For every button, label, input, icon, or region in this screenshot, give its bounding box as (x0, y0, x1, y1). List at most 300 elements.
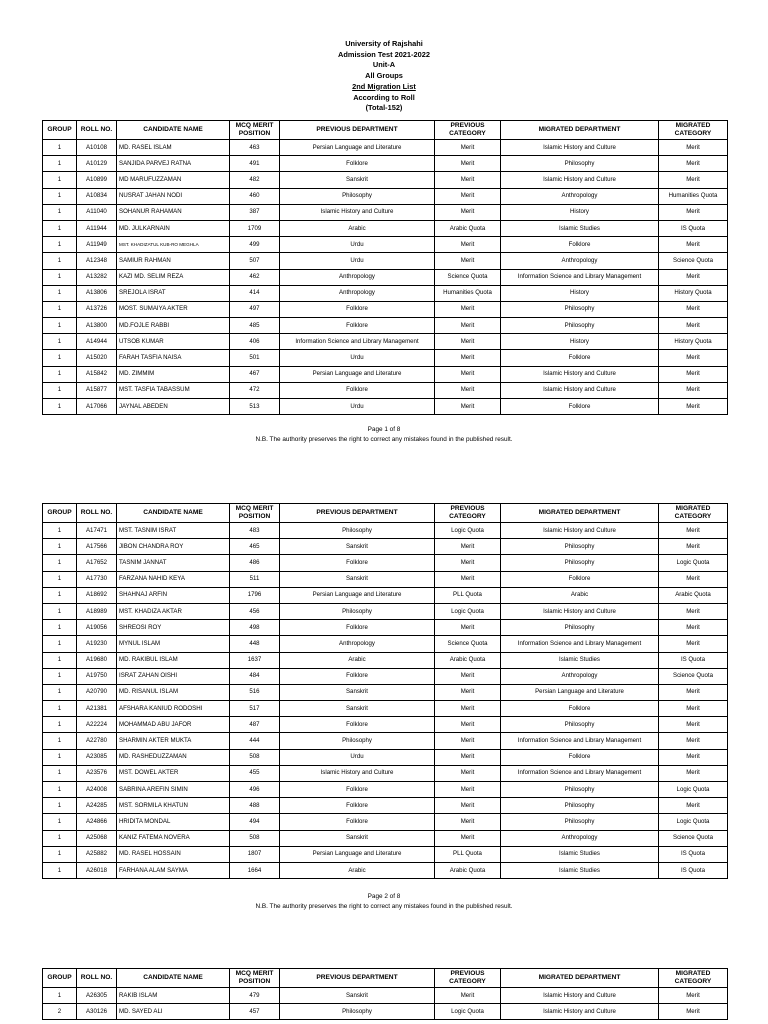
col-header-merit (230, 504, 280, 523)
cell-merit: 479 (230, 988, 280, 1004)
cell-merit: 498 (230, 620, 280, 636)
col-header-mig-dept (501, 969, 659, 988)
cell-group: 1 (43, 318, 77, 334)
cell-roll: A19680 (77, 652, 117, 668)
table-row (43, 749, 728, 765)
cell-prev-dept: Folklore (280, 555, 435, 571)
table-row (43, 366, 728, 382)
cell-merit: 483 (230, 523, 280, 539)
cell-name: MD. RASEL HOSSAIN (117, 846, 230, 862)
cell-prev-dept: Islamic History and Culture (280, 765, 435, 781)
col-header-prev-dept-text: PREVIOUS DEPARTMENT (316, 974, 398, 981)
cell-mig-cat: Merit (659, 636, 728, 652)
cell-prev-cat: Merit (435, 539, 501, 555)
cell-name: ISRAT ZAHAN OISHI (117, 668, 230, 684)
cell-mig-dept: Philosophy (501, 814, 659, 830)
cell-group: 1 (43, 733, 77, 749)
table-row (43, 571, 728, 587)
cell-merit: 406 (230, 334, 280, 350)
cell-mig-cat: Merit (659, 717, 728, 733)
cell-merit: 517 (230, 701, 280, 717)
cell-roll: A20790 (77, 684, 117, 700)
cell-mig-dept: Islamic Studies (501, 220, 659, 236)
table-row (43, 172, 728, 188)
cell-mig-cat: Merit (659, 733, 728, 749)
cell-prev-cat: Merit (435, 172, 501, 188)
cell-name: HRIDITA MONDAL (117, 814, 230, 830)
cell-prev-dept: Persian Language and Literature (280, 366, 435, 382)
cell-merit: 485 (230, 318, 280, 334)
cell-roll: A14944 (77, 334, 117, 350)
col-header-merit (230, 969, 280, 988)
cell-name: NUSRAT JAHAN NODI (117, 188, 230, 204)
col-header-prev-dept-text: PREVIOUS DEPARTMENT (316, 509, 398, 516)
cell-name: MST. SORMILA KHATUN (117, 798, 230, 814)
cell-name: MST. TASNIM ISRAT (117, 523, 230, 539)
cell-roll: A13726 (77, 301, 117, 317)
cell-prev-dept: Philosophy (280, 523, 435, 539)
cell-group: 1 (43, 765, 77, 781)
cell-group: 1 (43, 253, 77, 269)
cell-prev-dept: Islamic History and Culture (280, 204, 435, 220)
cell-prev-dept: Persian Language and Literature (280, 140, 435, 156)
table-row (43, 334, 728, 350)
table-row (43, 156, 728, 172)
cell-prev-cat: Merit (435, 668, 501, 684)
cell-group: 1 (43, 399, 77, 415)
cell-prev-cat: Merit (435, 318, 501, 334)
cell-roll: A17652 (77, 555, 117, 571)
cell-merit: 1807 (230, 846, 280, 862)
cell-prev-dept: Urdu (280, 749, 435, 765)
cell-prev-cat: Merit (435, 156, 501, 172)
cell-prev-cat: Logic Quota (435, 1004, 501, 1020)
cell-merit: 486 (230, 555, 280, 571)
cell-mig-cat: Merit (659, 1004, 728, 1020)
cell-name: SREJOLA ISRAT (117, 285, 230, 301)
cell-mig-dept: Information Science and Library Management (501, 765, 659, 781)
cell-prev-dept: Folklore (280, 798, 435, 814)
cell-mig-dept: Islamic History and Culture (501, 172, 659, 188)
cell-roll: A22224 (77, 717, 117, 733)
cell-mig-dept: Philosophy (501, 301, 659, 317)
cell-name: MD. JULKARNAIN (117, 220, 230, 236)
cell-merit: 497 (230, 301, 280, 317)
cell-merit: 455 (230, 765, 280, 781)
cell-group: 1 (43, 636, 77, 652)
cell-name: SANJIDA PARVEJ RATNA (117, 156, 230, 172)
cell-group: 1 (43, 172, 77, 188)
cell-prev-dept: Sanskrit (280, 684, 435, 700)
cell-name: MOHAMMAD ABU JAFOR (117, 717, 230, 733)
cell-mig-cat: Merit (659, 798, 728, 814)
cell-mig-cat: Humanities Quota (659, 188, 728, 204)
cell-group: 1 (43, 301, 77, 317)
test-title: Admission Test 2021-2022 (338, 49, 430, 59)
cell-roll: A13806 (77, 285, 117, 301)
table-row (43, 140, 728, 156)
cell-prev-cat: PLL Quota (435, 587, 501, 603)
cell-merit: 467 (230, 366, 280, 382)
cell-merit: 1796 (230, 587, 280, 603)
table-row (43, 814, 728, 830)
table-row (43, 765, 728, 781)
cell-mig-cat: Merit (659, 603, 728, 619)
cell-mig-dept: Islamic History and Culture (501, 523, 659, 539)
cell-mig-dept: Folklore (501, 571, 659, 587)
cell-roll: A23085 (77, 749, 117, 765)
col-header-merit-text: POSITION (238, 513, 271, 520)
col-header-mig-cat-text: MIGRATED (675, 505, 711, 512)
col-header-prev-cat (435, 504, 501, 523)
cell-merit: 507 (230, 253, 280, 269)
cell-prev-dept: Folklore (280, 156, 435, 172)
cell-group: 1 (43, 285, 77, 301)
cell-merit: 484 (230, 668, 280, 684)
cell-name: MST. DOWEL AKTER (117, 765, 230, 781)
cell-merit: 472 (230, 382, 280, 398)
cell-mig-dept: Islamic History and Culture (501, 603, 659, 619)
cell-roll: A11040 (77, 204, 117, 220)
cell-prev-dept: Folklore (280, 717, 435, 733)
cell-prev-cat: Humanities Quota (435, 285, 501, 301)
page-number: Page 2 of 8 (367, 893, 401, 900)
table-row (43, 350, 728, 366)
table-row (43, 620, 728, 636)
cell-name: TASNIM JANNAT (117, 555, 230, 571)
migration-table-page-2 (42, 503, 728, 879)
cell-merit: 457 (230, 1004, 280, 1020)
cell-prev-cat: Merit (435, 717, 501, 733)
cell-mig-dept: Anthropology (501, 830, 659, 846)
cell-prev-cat: Merit (435, 814, 501, 830)
cell-name: MST. KHADIZATUL KUB-RO MEGHLA (117, 237, 230, 253)
col-header-mig-cat-text: CATEGORY (674, 978, 712, 985)
cell-mig-dept: Islamic History and Culture (501, 1004, 659, 1020)
cell-roll: A18989 (77, 603, 117, 619)
col-header-prev-dept (280, 504, 435, 523)
cell-prev-cat: Merit (435, 204, 501, 220)
cell-group: 1 (43, 862, 77, 878)
cell-merit: 482 (230, 172, 280, 188)
table-row (43, 204, 728, 220)
list-title: 2nd Migration List (352, 81, 416, 91)
cell-group: 1 (43, 156, 77, 172)
table-row (43, 636, 728, 652)
cell-roll: A12348 (77, 253, 117, 269)
cell-mig-dept: Information Science and Library Management (501, 269, 659, 285)
table-row (43, 382, 728, 398)
cell-mig-dept: Philosophy (501, 539, 659, 555)
cell-mig-dept: Anthropology (501, 188, 659, 204)
cell-roll: A25068 (77, 830, 117, 846)
table-row (43, 782, 728, 798)
cell-prev-cat: Logic Quota (435, 523, 501, 539)
cell-mig-dept: Folklore (501, 749, 659, 765)
cell-mig-cat: Merit (659, 701, 728, 717)
order-label: According to Roll (353, 92, 415, 102)
cell-prev-cat: Merit (435, 366, 501, 382)
cell-mig-dept: Philosophy (501, 620, 659, 636)
cell-mig-dept: Philosophy (501, 156, 659, 172)
cell-merit: 494 (230, 814, 280, 830)
cell-merit: 496 (230, 782, 280, 798)
col-header-mig-cat (659, 121, 728, 140)
cell-prev-dept: Anthropology (280, 636, 435, 652)
cell-roll: A23576 (77, 765, 117, 781)
col-header-prev-cat-text: PREVIOUS (450, 970, 485, 977)
cell-mig-dept: Islamic Studies (501, 862, 659, 878)
table-row (43, 188, 728, 204)
cell-mig-dept: Folklore (501, 399, 659, 415)
col-header-merit-text: POSITION (238, 978, 271, 985)
cell-roll: A10129 (77, 156, 117, 172)
col-header-prev-dept-text: PREVIOUS DEPARTMENT (316, 126, 398, 133)
col-header-name (117, 121, 230, 140)
cell-merit: 501 (230, 350, 280, 366)
cell-prev-cat: Science Quota (435, 269, 501, 285)
col-header-prev-dept (280, 121, 435, 140)
cell-group: 1 (43, 140, 77, 156)
cell-group: 1 (43, 798, 77, 814)
cell-prev-dept: Sanskrit (280, 172, 435, 188)
cell-prev-cat: Merit (435, 253, 501, 269)
cell-group: 1 (43, 539, 77, 555)
cell-prev-cat: PLL Quota (435, 846, 501, 862)
cell-merit: 448 (230, 636, 280, 652)
disclaimer-note: N.B. The authority preserves the right to correct any mistakes found in the published result. (255, 902, 513, 910)
cell-prev-cat: Merit (435, 798, 501, 814)
col-header-merit-text: POSITION (238, 130, 271, 137)
cell-group: 1 (43, 571, 77, 587)
cell-mig-dept: Folklore (501, 350, 659, 366)
col-header-prev-cat-text: PREVIOUS (450, 505, 485, 512)
cell-name: SHAHNAJ ARFIN (117, 587, 230, 603)
cell-prev-cat: Merit (435, 382, 501, 398)
cell-mig-cat: Science Quota (659, 668, 728, 684)
university-name: University of Rajshahi (345, 39, 423, 48)
cell-prev-dept: Persian Language and Literature (280, 587, 435, 603)
cell-roll: A18692 (77, 587, 117, 603)
cell-group: 1 (43, 782, 77, 798)
cell-merit: 462 (230, 269, 280, 285)
cell-prev-dept: Sanskrit (280, 571, 435, 587)
cell-roll: A15842 (77, 366, 117, 382)
col-header-roll (77, 504, 117, 523)
cell-merit: 513 (230, 399, 280, 415)
col-header-group-text: GROUP (47, 509, 72, 516)
cell-roll: A17066 (77, 399, 117, 415)
cell-prev-dept: Arabic (280, 862, 435, 878)
cell-mig-cat: History Quota (659, 285, 728, 301)
cell-roll: A17471 (77, 523, 117, 539)
cell-mig-cat: Merit (659, 523, 728, 539)
cell-prev-dept: Urdu (280, 350, 435, 366)
cell-prev-dept: Philosophy (280, 1004, 435, 1020)
cell-prev-cat: Merit (435, 988, 501, 1004)
cell-prev-dept: Anthropology (280, 285, 435, 301)
table-row (43, 830, 728, 846)
cell-roll: A13282 (77, 269, 117, 285)
cell-prev-cat: Merit (435, 749, 501, 765)
col-header-group (43, 121, 77, 140)
table-row (43, 399, 728, 415)
cell-roll: A24008 (77, 782, 117, 798)
col-header-mig-cat-text: MIGRATED (675, 970, 711, 977)
cell-prev-dept: Sanskrit (280, 539, 435, 555)
cell-prev-cat: Merit (435, 684, 501, 700)
groups-label: All Groups (365, 71, 403, 81)
cell-mig-cat: Science Quota (659, 253, 728, 269)
col-header-prev-cat-text: CATEGORY (449, 130, 486, 137)
cell-roll: A19750 (77, 668, 117, 684)
cell-group: 1 (43, 204, 77, 220)
cell-name: MOST. SUMAIYA AKTER (117, 301, 230, 317)
table-row (43, 539, 728, 555)
table-row (43, 798, 728, 814)
cell-mig-cat: IS Quota (659, 652, 728, 668)
cell-mig-cat: Merit (659, 350, 728, 366)
migration-table-page-3 (42, 968, 728, 1020)
cell-mig-cat: Logic Quota (659, 814, 728, 830)
cell-mig-cat: Merit (659, 571, 728, 587)
cell-prev-dept: Sanskrit (280, 830, 435, 846)
table-row (43, 523, 728, 539)
cell-prev-cat: Merit (435, 782, 501, 798)
cell-mig-dept: Information Science and Library Management (501, 636, 659, 652)
cell-mig-dept: History (501, 285, 659, 301)
cell-mig-cat: Merit (659, 749, 728, 765)
cell-prev-dept: Folklore (280, 814, 435, 830)
cell-name: MD. RISANUL ISLAM (117, 684, 230, 700)
cell-merit: 491 (230, 156, 280, 172)
cell-prev-dept: Folklore (280, 782, 435, 798)
cell-group: 1 (43, 269, 77, 285)
cell-prev-cat: Arabic Quota (435, 220, 501, 236)
cell-mig-cat: Merit (659, 301, 728, 317)
col-header-prev-cat (435, 121, 501, 140)
table-row (43, 603, 728, 619)
cell-mig-cat: Science Quota (659, 830, 728, 846)
cell-prev-cat: Merit (435, 237, 501, 253)
cell-prev-cat: Merit (435, 830, 501, 846)
cell-prev-dept: Philosophy (280, 188, 435, 204)
document-header (0, 39, 768, 114)
cell-name: MD. ZIMMIM (117, 366, 230, 382)
cell-roll: A24866 (77, 814, 117, 830)
cell-group: 1 (43, 620, 77, 636)
cell-group: 1 (43, 603, 77, 619)
cell-mig-cat: Merit (659, 269, 728, 285)
cell-name: JAYNAL ABEDEN (117, 399, 230, 415)
cell-roll: A25882 (77, 846, 117, 862)
disclaimer-note: N.B. The authority preserves the right to correct any mistakes found in the published result. (255, 435, 513, 443)
cell-prev-dept: Folklore (280, 668, 435, 684)
cell-group: 1 (43, 701, 77, 717)
col-header-mig-cat-text: MIGRATED (675, 122, 711, 129)
cell-merit: 511 (230, 571, 280, 587)
cell-prev-dept: Information Science and Library Management (280, 334, 435, 350)
table-row (43, 285, 728, 301)
cell-mig-cat: Merit (659, 684, 728, 700)
table-row (43, 301, 728, 317)
table-row (43, 733, 728, 749)
cell-merit: 1664 (230, 862, 280, 878)
cell-mig-dept: Folklore (501, 237, 659, 253)
page-footer-1 (0, 425, 768, 444)
col-header-roll (77, 121, 117, 140)
cell-roll: A11949 (77, 237, 117, 253)
cell-prev-dept: Arabic (280, 652, 435, 668)
cell-merit: 456 (230, 603, 280, 619)
cell-group: 1 (43, 188, 77, 204)
cell-merit: 488 (230, 798, 280, 814)
cell-roll: A24285 (77, 798, 117, 814)
cell-name: UTSOB KUMAR (117, 334, 230, 350)
table-header-row (43, 504, 728, 523)
migration-table-page-1 (42, 120, 728, 415)
cell-roll: A10834 (77, 188, 117, 204)
cell-prev-cat: Merit (435, 334, 501, 350)
cell-name: SOHANUR RAHAMAN (117, 204, 230, 220)
table-header-row (43, 121, 728, 140)
cell-mig-cat: Merit (659, 172, 728, 188)
cell-name: SHARMIN AKTER MUKTA (117, 733, 230, 749)
cell-merit: 444 (230, 733, 280, 749)
cell-mig-dept: Philosophy (501, 798, 659, 814)
cell-roll: A26018 (77, 862, 117, 878)
cell-mig-dept: Philosophy (501, 717, 659, 733)
col-header-prev-cat-text: CATEGORY (449, 513, 486, 520)
col-header-merit (230, 121, 280, 140)
cell-mig-dept: Information Science and Library Management (501, 733, 659, 749)
cell-prev-dept: Sanskrit (280, 701, 435, 717)
table-row (43, 220, 728, 236)
col-header-mig-dept (501, 121, 659, 140)
cell-mig-cat: Merit (659, 366, 728, 382)
cell-merit: 499 (230, 237, 280, 253)
col-header-mig-dept-text: MIGRATED DEPARTMENT (538, 509, 621, 516)
col-header-prev-cat-text: PREVIOUS (450, 122, 485, 129)
cell-mig-dept: Anthropology (501, 668, 659, 684)
table-row (43, 652, 728, 668)
cell-mig-dept: History (501, 204, 659, 220)
col-header-mig-cat-text: CATEGORY (674, 130, 712, 137)
cell-group: 1 (43, 366, 77, 382)
cell-group: 1 (43, 334, 77, 350)
col-header-name-text: CANDIDATE NAME (143, 126, 203, 133)
cell-roll: A17566 (77, 539, 117, 555)
cell-mig-cat: Merit (659, 140, 728, 156)
cell-mig-cat: Merit (659, 620, 728, 636)
table-header-row (43, 969, 728, 988)
cell-merit: 463 (230, 140, 280, 156)
cell-prev-dept: Folklore (280, 301, 435, 317)
col-header-group-text: GROUP (47, 126, 72, 133)
col-header-roll (77, 969, 117, 988)
unit-label: Unit-A (372, 60, 396, 70)
cell-prev-cat: Science Quota (435, 636, 501, 652)
cell-merit: 508 (230, 749, 280, 765)
col-header-mig-dept-text: MIGRATED DEPARTMENT (538, 974, 621, 981)
cell-mig-dept: Philosophy (501, 318, 659, 334)
cell-prev-cat: Merit (435, 701, 501, 717)
cell-roll: A30126 (77, 1004, 117, 1020)
cell-mig-dept: Persian Language and Literature (501, 684, 659, 700)
cell-mig-cat: Merit (659, 399, 728, 415)
cell-roll: A19230 (77, 636, 117, 652)
cell-prev-cat: Merit (435, 350, 501, 366)
